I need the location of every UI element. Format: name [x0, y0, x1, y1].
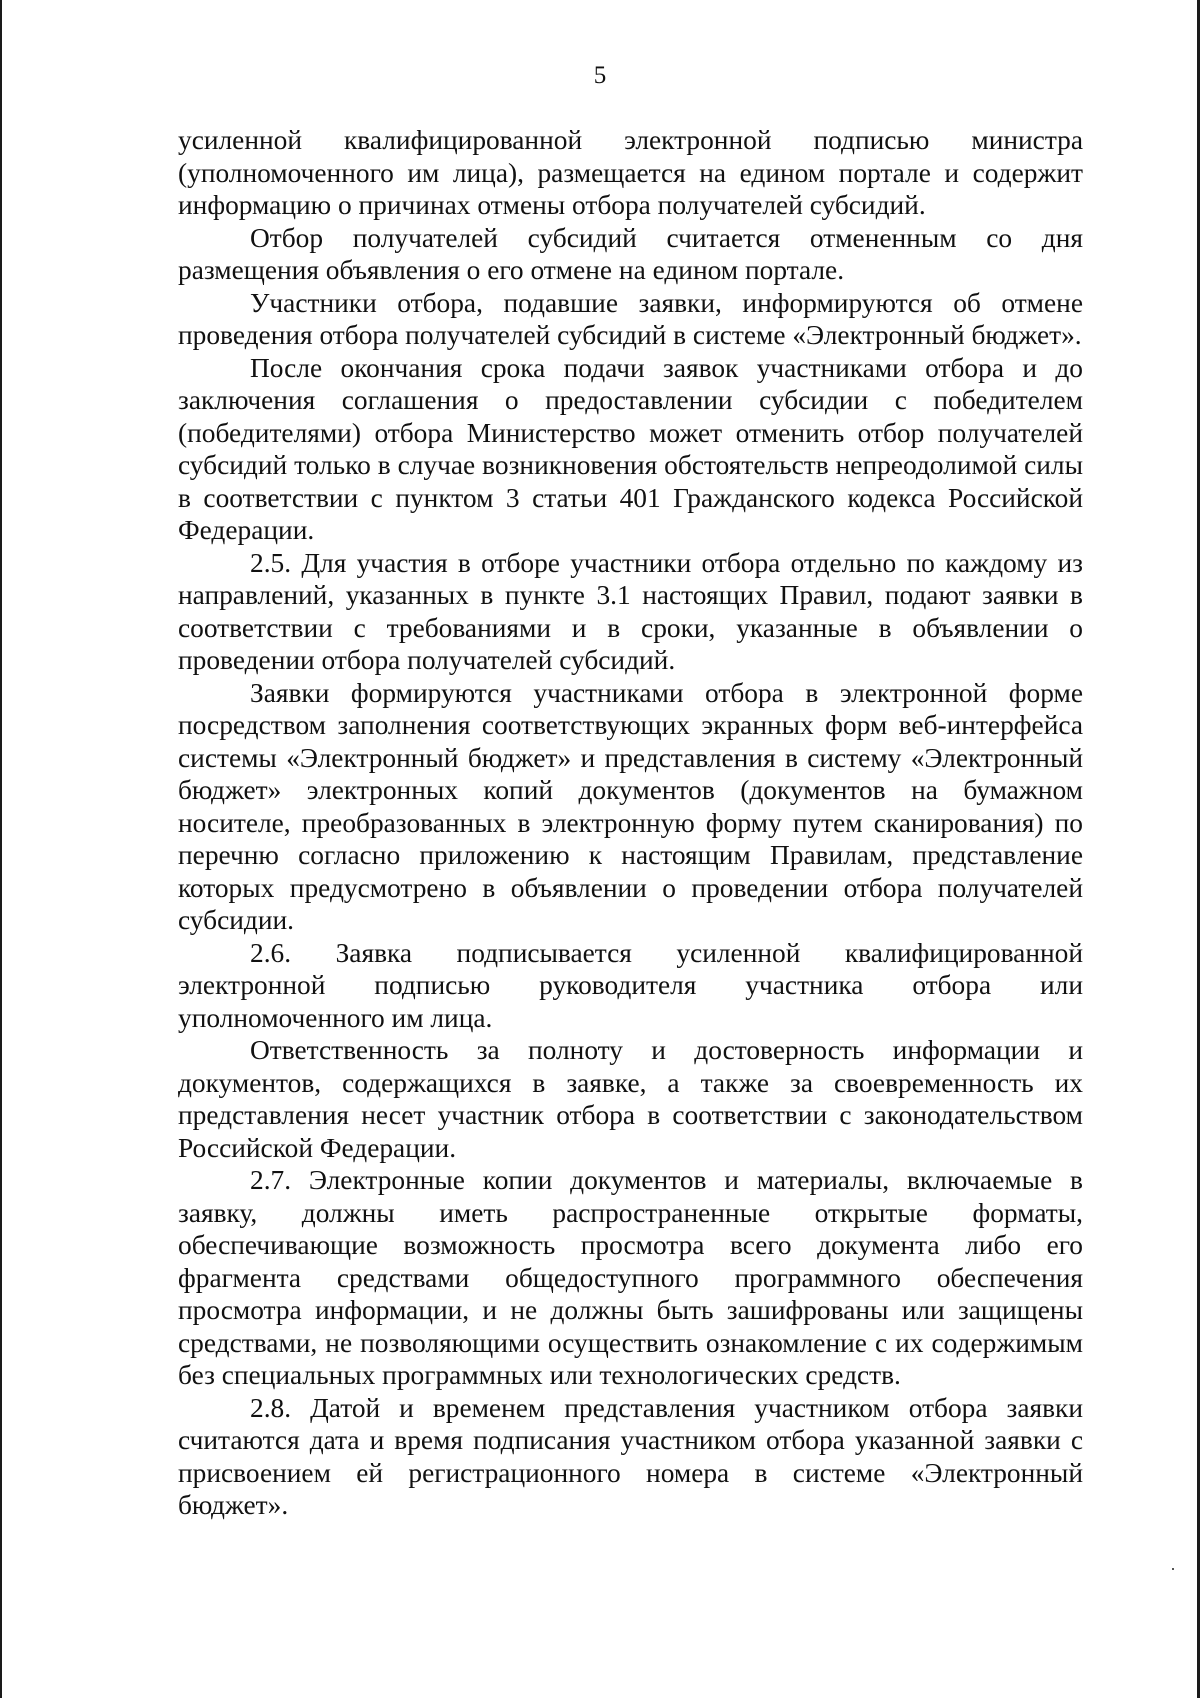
paragraph-clause-2-8: 2.8. Датой и временем представления участником отбора заявки считаются дата и время подписания участником отбора указанной заявки с присвоением ей регистрационного номера в системе «Электронный бюджет».	[178, 1392, 1083, 1520]
paragraph-cancellation-date: Отбор получателей субсидий считается отмененным со дня размещения объявления о его отмене на едином портале.	[178, 222, 1083, 285]
paragraph-continuation: усиленной квалифицированной электронной подписью министра (уполномоченного им лица), размещается на едином портале и содержит информацию о причинах отмены отбора получателей субсидий.	[178, 125, 1083, 220]
scan-speck	[1172, 1568, 1174, 1570]
document-body	[178, 124, 1083, 1522]
paragraph-participants-notified: Участники отбора, подавшие заявки, информируются об отмене проведения отбора получателей субсидий в системе «Электронный бюджет».	[178, 287, 1083, 350]
paragraph-clause-2-5: 2.5. Для участия в отборе участники отбора отдельно по каждому из направлений, указанных в пункте 3.1 настоящих Правил, подают заявки в соответствии с требованиями и в сроки, указанные в объявлении о проведении отбора получателей субсидий.	[178, 547, 1083, 675]
paragraph-responsibility: Ответственность за полноту и достоверность информации и документов, содержащихся в заявке, а также за своевременность их представления несет участник отбора в соответствии с законодательством Российской Федерации.	[178, 1035, 1083, 1163]
paragraph-clause-2-6: 2.6. Заявка подписывается усиленной квалифицированной электронной подписью руководителя участника отбора или уполномоченного им лица.	[178, 937, 1083, 1033]
page-number: 5	[593, 62, 607, 89]
scan-edge-left	[0, 0, 2, 1698]
paragraph-application-forming: Заявки формируются участниками отбора в электронной форме посредством заполнения соответствующих экранных форм веб-интерфейса системы «Электронный бюджет» и представления в систему «Электронный бюджет» электронных копий документов (документов на бумажном носителе, преобразованных в электронную форму путем сканирования) по перечню согласно приложению к настоящим Правилам, представление которых предусмотрено в объявлении о проведении отбора получателей субсидии.	[178, 677, 1083, 935]
paragraph-cancellation-conditions: После окончания срока подачи заявок участниками отбора и до заключения соглашения о предоставлении субсидии с победителем (победителями) отбора Министерство может отменить отбор получателей субсидий только в случае возникновения обстоятельств непреодолимой силы в соответствии с пунктом 3 статьи 401 Гражданского кодекса Российской Федерации.	[178, 352, 1083, 545]
paragraph-clause-2-7: 2.7. Электронные копии документов и материалы, включаемые в заявку, должны иметь распространенные открытые форматы, обеспечивающие возможность просмотра всего документа либо его фрагмента средствами общедоступного программного обеспечения просмотра информации, и не должны быть зашифрованы или защищены средствами, не позволяющими осуществить ознакомление с их содержимым без специальных программных или технологических средств.	[178, 1165, 1083, 1390]
